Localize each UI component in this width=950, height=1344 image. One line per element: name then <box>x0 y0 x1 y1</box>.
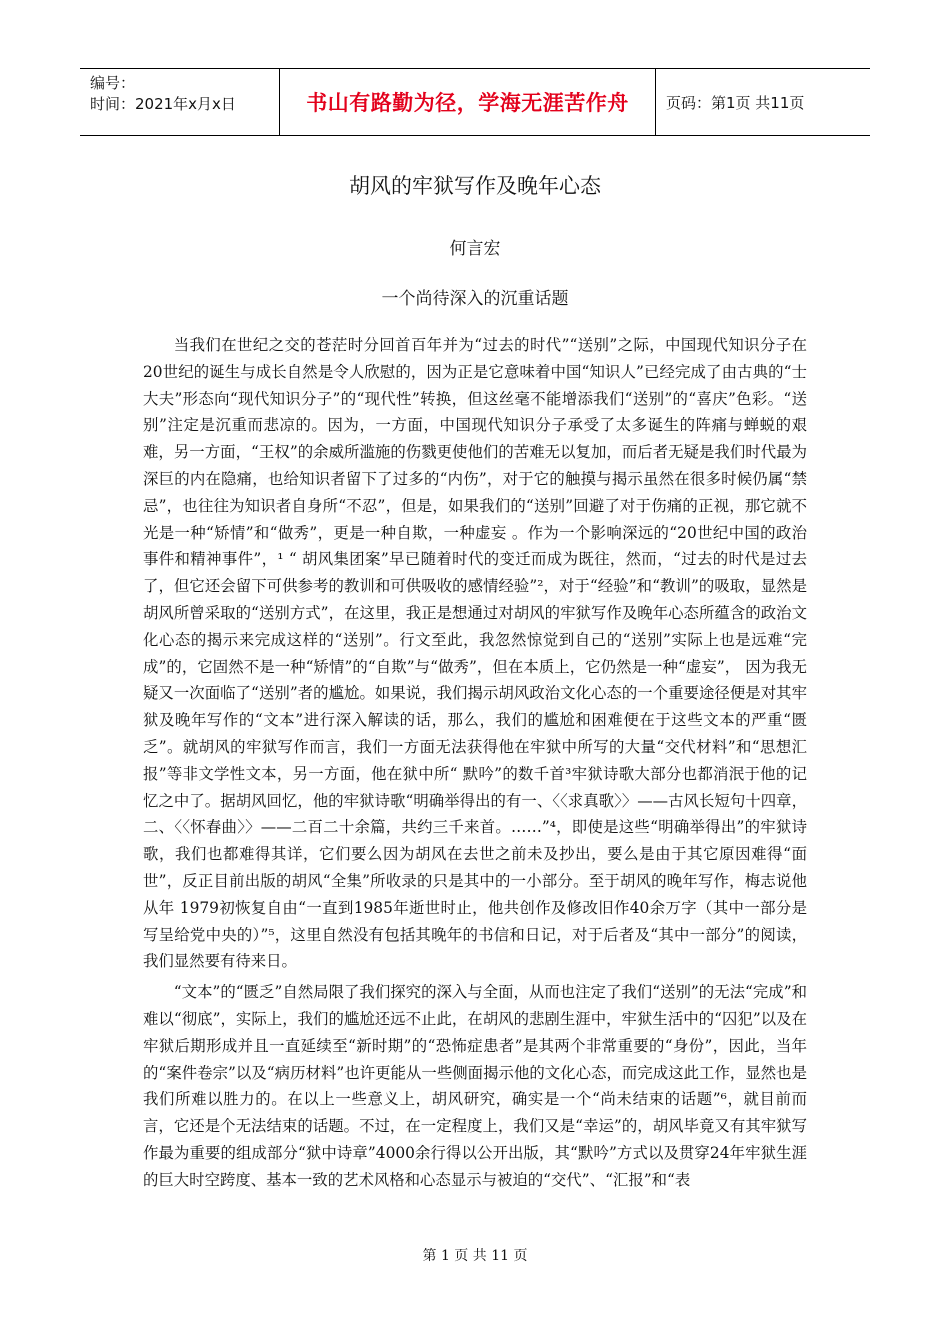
header-motto-cell <box>280 69 656 135</box>
page-info-text: 页码：第1页 共11页 <box>666 93 805 112</box>
document-author: 何言宏 <box>449 239 501 259</box>
document-title: 胡风的牢狱写作及晚年心态 <box>349 174 601 198</box>
motto-text: 书山有路勤为径，学海无涯苦作舟 <box>306 91 629 115</box>
section-subtitle: 一个尚待深入的沉重话题 <box>381 289 569 309</box>
body-text <box>143 332 807 1198</box>
paragraph-1: 当我们在世纪之交的苍茫时分回首百年并为“过去的时代”“送别”之际，中国现代知识分子在20世纪的诞生与成长自然是令人欣慰的，因为正是它意味着中国“知识人”已经完成了由古典的“士大夫”形态向“现代知识分子”的“现代性”转换，但这丝毫不能增添我们“送别”的“喜庆”色彩。“送别”注定是沉重而悲凉的。因为，一方面，中国现代知识分子承受了太多诞生的阵痛与蝉蜕的艰难，另一方面，“王权”的余威所滥施的伤戮更使他们的苦难无以复加，而后者无疑是我们时代最为深巨的内在隐痛，也给知识者留下了过多的“内伤”，对于它的触摸与揭示虽然在很多时候仍属“禁忌”，也往往为知识者自身所“不忍”，但是，如果我们的“送别”回避了对于伤痛的正视，那它就不光是一种“矫情”和“做秀”，更是一种自欺，一种虚妄 。作为一个影响深远的“20世纪中国的政治事件和精神事件”，¹ “ 胡风集团案”早已随着时代的变迁而成为既往，然而，“过去的时代是过去了，但它还会留下可供参考的教训和可供吸收的感情经验”²，对于“经验”和“教训”的吸取，显然是胡风所曾采取的“送别方式”，在这里，我正是想通过对胡风的牢狱写作及晚年心态所蕴含的政治文化心态的揭示来完成这样的“送别”。行文至此，我忽然惊觉到自己的“送别”实际上也是远难“完成”的，它固然不是一种“矫情”的“自欺”与“做秀”，但在本质上，它仍然是一种“虚妄”， 因为我无疑又一次面临了“送别”者的尴尬。如果说，我们揭示胡风政治文化心态的一个重要途径便是对其牢狱及晚年写作的“文本”进行深入解读的话，那么，我们的尴尬和困难便在于这些文本的严重“匮乏”。就胡风的牢狱写作而言，我们一方面无法获得他在牢狱中所写的大量“交代材料”和“思想汇报”等非文学性文本，另一方面，他在狱中所“ 默吟”的数千首³牢狱诗歌大部分也都消泯于他的记忆之中了。据胡风回忆，他的牢狱诗歌“明确举得出的有一、〈〈求真歌〉〉——古风长短句十四章，二、〈〈怀春曲〉〉——二百二十余篇，共约三千来首。……”⁴，即使是这些“明确举得出”的牢狱诗歌，我们也都难得其详，它们要么因为胡风在去世之前未及抄出，要么是由于其它原因难得“面世”，反正目前出版的胡风“全集”所收录的只是其中的一小部分。至于胡风的晚年写作，梅志说他从年 1979初恢复自由“一直到1985年逝世时止，他共创作及修改旧作40余万字（其中一部分是写呈给党中央的）”⁵，这里自然没有包括其晚年的书信和日记，对于后者及“其中一部分”的阅读，我们显然要有待来日。 <box>143 336 807 971</box>
number-label: 编号： <box>90 74 136 92</box>
header-page-info <box>656 69 870 135</box>
page-footer: 第 1 页 共 11 页 <box>422 1248 528 1264</box>
paragraph-2: “文本”的“匮乏”自然局限了我们探究的深入与全面，从而也注定了我们“送别”的无法“完成”和难以“彻底”，实际上，我们的尴尬还远不止此，在胡风的悲剧生涯中，牢狱生活中的“囚犯”以及在牢狱后期形成并且一直延续至“新时期”的“恐怖症患者”是其两个非常重要的“身份”，因此，当年的“案件卷宗”以及“病历材料”也许更能从一些侧面揭示他的文化心态，而完成这此工作，显然也是我们所难以胜力的。在以上一些意义上，胡风研究，确实是一个“尚未结束的话题”⁶，就目前而言，它还是个无法结束的话题。不过，在一定程度上，我们又是“幸运”的，胡风毕竟又有其牢狱写作最为重要的组成部分“狱中诗章”4000余行得以公开出版，其“默吟”方式以及贯穿24年牢狱生涯的巨大时空跨度、基本一致的艺术风格和心态显示与被迫的“交代”、“汇报”和“表 <box>143 983 807 1189</box>
page-header <box>80 68 870 136</box>
header-meta <box>80 69 280 135</box>
time-label: 时间：2021年x月x日 <box>90 95 236 113</box>
